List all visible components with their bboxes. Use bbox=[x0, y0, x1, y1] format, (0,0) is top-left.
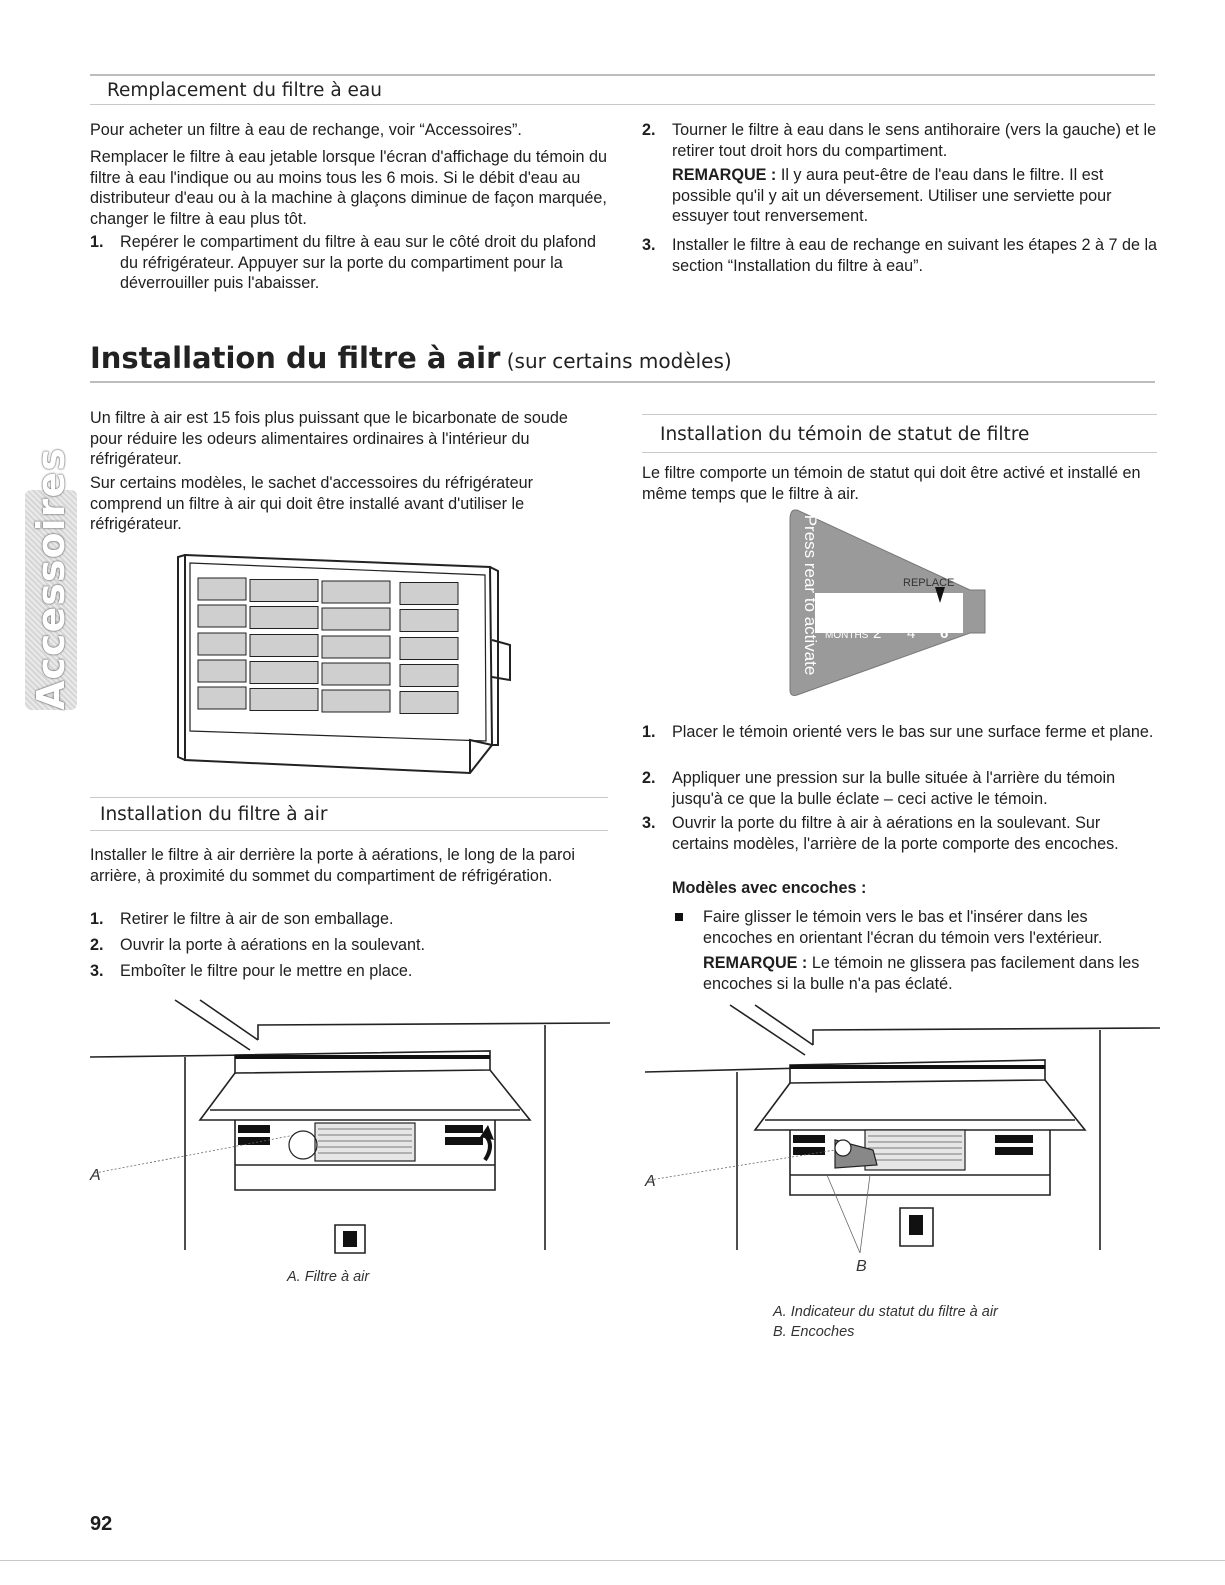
bullet-square-icon bbox=[675, 913, 683, 921]
step-text: Ouvrir la porte à aérations en la soulevant. bbox=[120, 936, 426, 954]
note-text: Le témoin ne glissera pas facilement dans les encoches si la bulle n'a pas éclaté. bbox=[703, 954, 1140, 993]
caption-air-filter: A. Filtre à air bbox=[287, 1269, 370, 1285]
indicator-step-2 bbox=[642, 768, 1157, 810]
step-text: Ouvrir la porte du filtre à air à aérations en la soulevant. Sur certains modèles, l'arrière de la porte comporte des encoches. bbox=[672, 814, 1119, 853]
sub-indicator-rule-bottom bbox=[642, 452, 1157, 453]
filter-cell bbox=[400, 610, 458, 632]
step-number: 1. bbox=[90, 910, 104, 928]
water-filter-heading: Remplacement du filtre à eau bbox=[107, 80, 382, 101]
indicator-tick-2: 2 bbox=[873, 625, 882, 642]
caption-notches: B. Encoches bbox=[773, 1324, 855, 1340]
filter-cell bbox=[322, 581, 390, 603]
accessoires-side-tab bbox=[25, 447, 77, 710]
filter-cell bbox=[250, 635, 318, 657]
sub-indicator-rule-top bbox=[642, 414, 1157, 415]
indicator-bullet bbox=[675, 907, 1157, 949]
callout-a-right: A bbox=[645, 1173, 656, 1190]
side-tab-label: Accessoires bbox=[29, 447, 73, 710]
models-with-notches-heading: Modèles avec encoches : bbox=[672, 879, 867, 897]
indicator-note bbox=[703, 953, 1157, 994]
filter-cell bbox=[400, 665, 458, 687]
note-label: REMARQUE : bbox=[672, 166, 777, 184]
water-step-3 bbox=[642, 235, 1162, 277]
filter-cell bbox=[198, 578, 246, 600]
filter-cell bbox=[322, 690, 390, 712]
indicator-vertical-text: Press rear to activate bbox=[801, 514, 820, 676]
status-indicator-illustration bbox=[785, 505, 1010, 700]
filter-cell bbox=[322, 663, 390, 685]
sub-air-rule-bottom bbox=[90, 830, 608, 831]
water-intro-1: Pour acheter un filtre à eau de rechange, voir “Accessoires”. bbox=[90, 121, 522, 139]
air-title-rule bbox=[90, 381, 1155, 383]
air-intro-1: Un filtre à air est 15 fois plus puissant que le bicarbonate de soude pour réduire les odeurs alimentaires ordinaires à l'intérieur du réfrigérateur. bbox=[90, 409, 568, 468]
filter-cell bbox=[250, 689, 318, 711]
step-number: 2. bbox=[90, 936, 104, 954]
sub-air-step-2 bbox=[90, 935, 600, 957]
indicator-replace-label: REPLACE bbox=[903, 577, 955, 589]
sub-air-rule-top bbox=[90, 797, 608, 798]
air-filter-title-sub: (sur certains modèles) bbox=[500, 349, 732, 373]
note-label: REMARQUE : bbox=[703, 954, 808, 972]
note-text: Il y aura peut-être de l'eau dans le filtre. Il est possible qu'il y ait un déversement. Utiliser une serviette pour essuyer tout renversement. bbox=[672, 166, 1112, 225]
step-number: 3. bbox=[642, 814, 656, 832]
filter-cell bbox=[322, 636, 390, 658]
indicator-intro: Le filtre comporte un témoin de statut qui doit être activé et installé en même temps que le filtre à air. bbox=[642, 464, 1141, 503]
water-intro-2: Remplacer le filtre à eau jetable lorsque l'écran d'affichage du témoin du filtre à eau l'indique ou au moins tous les 6 mois. Si le débit d'eau au distributeur d'eau ou à la machine à glaçons diminue de façon marquée, changer le filtre à eau plus tôt. bbox=[90, 148, 607, 228]
indicator-step-3 bbox=[642, 813, 1157, 875]
sub-air-step-3 bbox=[90, 961, 600, 983]
step-text: Placer le témoin orienté vers le bas sur une surface ferme et plane. bbox=[672, 723, 1154, 741]
indicator-months-label: MONTHS bbox=[825, 630, 869, 641]
fridge-air-filter-illustration bbox=[90, 995, 610, 1255]
step-text: Appliquer une pression sur la bulle située à l'arrière du témoin jusqu'à ce que la bulle éclate – ceci active le témoin. bbox=[672, 769, 1116, 808]
filter-cell bbox=[250, 662, 318, 684]
indicator-tick-6: 6 bbox=[940, 625, 949, 642]
sub-air-heading: Installation du filtre à air bbox=[100, 804, 328, 825]
step-text: Tourner le filtre à eau dans le sens antihoraire (vers la gauche) et le retirer tout droit hors du compartiment. bbox=[672, 121, 1157, 160]
caption-indicator: A. Indicateur du statut du filtre à air bbox=[773, 1304, 998, 1320]
filter-cell bbox=[250, 580, 318, 602]
filter-cell bbox=[198, 687, 246, 709]
filter-cell bbox=[400, 583, 458, 605]
air-filter-title bbox=[90, 341, 732, 375]
water-heading-underline bbox=[90, 104, 1155, 105]
step-text: Retirer le filtre à air de son emballage. bbox=[120, 910, 394, 928]
step-number: 2. bbox=[642, 121, 656, 139]
filter-cell bbox=[400, 638, 458, 660]
water-step-2 bbox=[642, 120, 1162, 162]
step-text: Installer le filtre à eau de rechange en suivant les étapes 2 à 7 de la section “Installation du filtre à eau”. bbox=[672, 236, 1158, 275]
water-step-1 bbox=[90, 232, 610, 294]
air-filter-title-main: Installation du filtre à air bbox=[90, 341, 501, 375]
step-number: 3. bbox=[90, 962, 104, 980]
filter-cell bbox=[198, 660, 246, 682]
fridge-indicator-illustration bbox=[645, 1000, 1160, 1260]
indicator-step-1 bbox=[642, 722, 1157, 764]
bullet-text: Faire glisser le témoin vers le bas et l'insérer dans les encoches en orientant l'écran du témoin vers l'extérieur. bbox=[703, 908, 1103, 947]
bottom-rule bbox=[0, 1560, 1225, 1561]
filter-cell bbox=[198, 605, 246, 627]
filter-cell bbox=[322, 608, 390, 630]
step-number: 1. bbox=[90, 233, 104, 251]
page-number: 92 bbox=[90, 1513, 113, 1535]
callout-a-left: A bbox=[90, 1167, 101, 1184]
step-number: 1. bbox=[642, 723, 656, 741]
sub-air-intro: Installer le filtre à air derrière la porte à aérations, le long de la paroi arrière, à proximité du sommet du compartiment de réfrigération. bbox=[90, 846, 575, 885]
top-rule bbox=[90, 74, 1155, 76]
water-note bbox=[672, 165, 1162, 227]
filter-cell bbox=[400, 692, 458, 714]
filter-cell bbox=[250, 607, 318, 629]
step-text: Emboîter le filtre pour le mettre en place. bbox=[120, 962, 413, 980]
filter-cells bbox=[198, 578, 458, 714]
sub-indicator-heading: Installation du témoin de statut de filtre bbox=[660, 424, 1030, 445]
air-intro-2: Sur certains modèles, le sachet d'accessoires du réfrigérateur comprend un filtre à air qui doit être installé avant d'utiliser le réfrigérateur. bbox=[90, 474, 534, 533]
callout-b-right: B bbox=[856, 1258, 867, 1275]
indicator-tick-4: 4 bbox=[907, 625, 916, 642]
air-filter-illustration bbox=[170, 545, 520, 780]
sub-air-step-1 bbox=[90, 909, 600, 931]
step-number: 3. bbox=[642, 236, 656, 254]
step-number: 2. bbox=[642, 769, 656, 787]
filter-cell bbox=[198, 633, 246, 655]
step-text: Repérer le compartiment du filtre à eau sur le côté droit du plafond du réfrigérateur. Appuyer sur la porte du compartiment pour la déverrouiller puis l'abaisser. bbox=[120, 233, 596, 292]
